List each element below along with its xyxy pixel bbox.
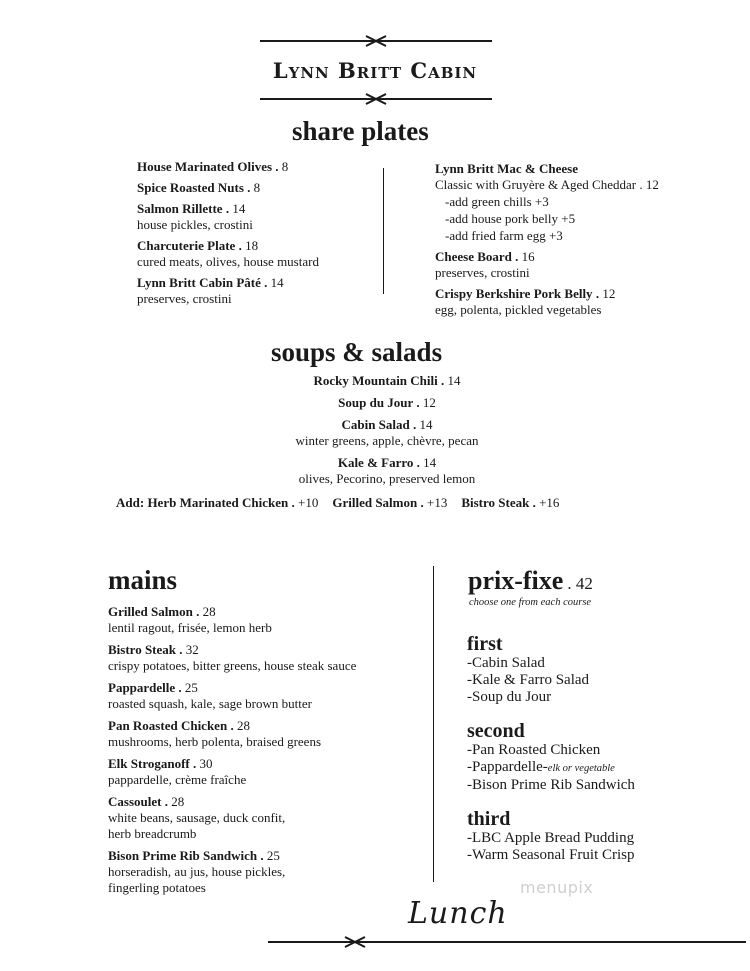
item-title: Rocky Mountain Chili <box>313 373 438 388</box>
course-first <box>467 633 727 706</box>
soup-name <box>222 454 552 471</box>
item-price: 28 <box>236 718 250 733</box>
item-price: 12 <box>422 395 436 410</box>
price-separator: . <box>176 642 186 657</box>
main-desc: lentil ragout, frisée, lemon herb <box>108 620 272 635</box>
prix-fixe-header <box>468 566 593 596</box>
prix-fixe-separator: . <box>567 574 576 593</box>
price-separator: . <box>511 249 522 264</box>
share-plate-name <box>137 158 377 175</box>
share-plate-addon: -add house pork belly +5 <box>445 211 576 226</box>
main-name <box>108 847 428 864</box>
prix-fixe-courses <box>467 633 727 878</box>
price-separator: . <box>192 604 203 619</box>
course-title: first <box>467 633 503 655</box>
share-plate-item <box>435 285 735 318</box>
item-title: Salmon Rillette <box>137 201 223 216</box>
item-title: Lynn Britt Cabin Pâté <box>137 275 261 290</box>
course-item: -Soup du Jour <box>467 689 552 705</box>
item-price: 30 <box>199 756 213 771</box>
main-desc: pappardelle, crème fraîche <box>108 772 247 787</box>
main-item <box>108 603 428 636</box>
item-price: 8 <box>253 180 261 195</box>
share-plate-name <box>435 248 735 265</box>
mains-list <box>108 603 428 901</box>
soup-name <box>222 394 552 411</box>
price-separator: . <box>161 794 172 809</box>
main-name <box>108 679 428 696</box>
item-title: Grilled Salmon <box>108 604 193 619</box>
restaurant-name: Lynn Britt Cabin <box>272 58 478 83</box>
item-price: 14 <box>232 201 246 216</box>
add-option-2: Grilled Salmon . +13 <box>332 495 448 510</box>
item-price: 32 <box>185 642 199 657</box>
soup-item <box>222 372 552 389</box>
course-item-note: elk or vegetable <box>547 763 615 774</box>
course-second <box>467 720 727 794</box>
share-plate-item <box>137 200 377 233</box>
price-separator: . <box>260 275 271 290</box>
share-plate-item <box>435 248 735 281</box>
main-item <box>108 717 428 750</box>
item-title: Lynn Britt Mac & Cheese <box>435 161 578 176</box>
item-price: 14 <box>423 455 437 470</box>
price-separator: . <box>222 201 233 216</box>
price-separator: . <box>437 373 448 388</box>
add-option-price: +16 <box>539 495 560 510</box>
barbed-wire-knot-second <box>364 90 388 108</box>
course-item: -Cabin Salad <box>467 655 545 671</box>
share-plate-name <box>137 179 377 196</box>
item-price: 25 <box>184 680 198 695</box>
course-title: third <box>467 808 511 830</box>
share-plate-name <box>435 160 735 177</box>
soups-salads-list <box>222 372 552 492</box>
price-separator: . <box>227 718 237 733</box>
soup-desc: winter greens, apple, chèvre, pecan <box>295 433 479 448</box>
item-title: House Marinated Olives <box>137 159 273 174</box>
add-option-3: Bistro Steak . +16 <box>461 495 560 510</box>
menupix-watermark: menupix <box>520 878 594 897</box>
share-plate-desc: house pickles, crostini <box>137 217 253 232</box>
price-separator: . <box>243 180 254 195</box>
soups-salads-title: soups & salads <box>271 337 443 367</box>
price-separator: . <box>257 848 267 863</box>
add-option-price: +13 <box>426 495 448 510</box>
price-separator: . <box>175 680 185 695</box>
share-plate-desc: preserves, crostini <box>435 265 530 280</box>
item-title: Soup du Jour <box>338 395 414 410</box>
item-title: Pan Roasted Chicken <box>108 718 228 733</box>
price-separator: . <box>189 756 200 771</box>
soup-item <box>222 454 552 487</box>
main-name <box>108 793 428 810</box>
item-price: 14 <box>270 275 284 290</box>
share-plate-item <box>435 160 735 244</box>
main-item <box>108 641 428 674</box>
item-price: 14 <box>447 373 461 388</box>
main-desc: white beans, sausage, duck confit, <box>108 810 286 825</box>
share-plate-item <box>137 179 377 196</box>
course-title: second <box>467 720 525 742</box>
mains-divider <box>433 566 434 882</box>
main-name <box>108 603 428 620</box>
share-plate-name <box>137 200 377 217</box>
add-label: Add: <box>116 495 148 510</box>
item-price: 28 <box>202 604 216 619</box>
item-title: Bison Prime Rib Sandwich <box>108 848 258 863</box>
item-price: 28 <box>171 794 185 809</box>
add-option-1: Herb Marinated Chicken . +10 <box>147 495 319 510</box>
share-plate-desc: preserves, crostini <box>137 291 232 306</box>
main-desc: crispy potatoes, bitter greens, house steak sauce <box>108 658 357 673</box>
main-desc: herb breadcrumb <box>108 826 197 841</box>
course-item: -LBC Apple Bread Pudding <box>467 830 635 846</box>
share-plate-addon: -add fried farm egg +3 <box>445 228 563 243</box>
item-title: Kale & Farro <box>337 455 414 470</box>
course-item: -Pan Roasted Chicken <box>467 742 601 758</box>
price-separator: . <box>272 159 282 174</box>
bottom-wire-line <box>268 941 746 943</box>
add-protein-line <box>116 494 676 512</box>
share-plate-name <box>137 237 377 254</box>
price-separator: . <box>413 395 423 410</box>
main-item <box>108 679 428 712</box>
soup-name <box>222 416 552 433</box>
share-plates-title: share plates <box>292 116 429 146</box>
share-plate-addon: -add green chills +3 <box>445 194 549 209</box>
share-plate-desc: cured meats, olives, house mustard <box>137 254 319 269</box>
share-plates-left-column <box>137 158 377 311</box>
main-item <box>108 755 428 788</box>
item-price: 14 <box>419 417 433 432</box>
share-plate-item <box>137 237 377 270</box>
barbed-wire-knot-bottom <box>343 933 367 951</box>
share-plate-item <box>137 274 377 307</box>
item-price: 12 <box>602 286 616 301</box>
main-name <box>108 641 428 658</box>
main-desc: fingerling potatoes <box>108 880 206 895</box>
main-item <box>108 847 428 896</box>
share-plate-item <box>137 158 377 175</box>
item-price: 18 <box>245 238 259 253</box>
item-title: Pappardelle <box>108 680 176 695</box>
share-plates-divider <box>383 168 384 294</box>
prix-fixe-note: choose one from each course <box>469 597 592 608</box>
item-title: Crispy Berkshire Pork Belly <box>435 286 593 301</box>
item-title: Cheese Board <box>435 249 512 264</box>
price-separator: . <box>592 286 603 301</box>
main-desc: mushrooms, herb polenta, braised greens <box>108 734 322 749</box>
course-item: -Bison Prime Rib Sandwich <box>467 777 635 793</box>
soup-item <box>222 416 552 449</box>
prix-fixe-price: 42 <box>575 574 593 593</box>
course-item: -Kale & Farro Salad <box>467 672 590 688</box>
add-option-price: +10 <box>298 495 319 510</box>
soup-desc: olives, Pecorino, preserved lemon <box>298 471 476 486</box>
item-title: Cabin Salad <box>341 417 410 432</box>
course-item: -Warm Seasonal Fruit Crisp <box>467 847 635 863</box>
price-separator: . <box>409 417 420 432</box>
prix-fixe-title: prix-fixe <box>468 566 564 595</box>
item-title: Charcuterie Plate <box>137 238 236 253</box>
share-plate-name <box>137 274 377 291</box>
item-price: 25 <box>266 848 280 863</box>
soup-item <box>222 394 552 411</box>
soup-name <box>222 372 552 389</box>
barbed-wire-knot-top <box>364 32 388 50</box>
course-item: -Pappardelle-elk or vegetable <box>467 759 615 775</box>
item-price: 16 <box>521 249 535 264</box>
item-title: Spice Roasted Nuts <box>137 180 244 195</box>
share-plates-right-column <box>435 160 735 322</box>
mains-title: mains <box>108 565 178 595</box>
course-third <box>467 808 727 864</box>
price-separator: . <box>413 455 424 470</box>
item-price: 8 <box>281 159 289 174</box>
main-name <box>108 755 428 772</box>
main-desc: roasted squash, kale, sage brown butter <box>108 696 312 711</box>
share-plate-name <box>435 285 735 302</box>
share-plate-desc: egg, polenta, pickled vegetables <box>435 302 602 317</box>
main-desc: horseradish, au jus, house pickles, <box>108 864 286 879</box>
main-item <box>108 793 428 842</box>
item-title: Cassoulet <box>108 794 162 809</box>
price-separator: . <box>235 238 246 253</box>
item-title: Elk Stroganoff <box>108 756 190 771</box>
share-plate-desc: Classic with Gruyère & Aged Cheddar . 12 <box>435 177 659 192</box>
item-title: Bistro Steak <box>108 642 177 657</box>
main-name <box>108 717 428 734</box>
lunch-script-title: Lunch <box>408 896 508 931</box>
